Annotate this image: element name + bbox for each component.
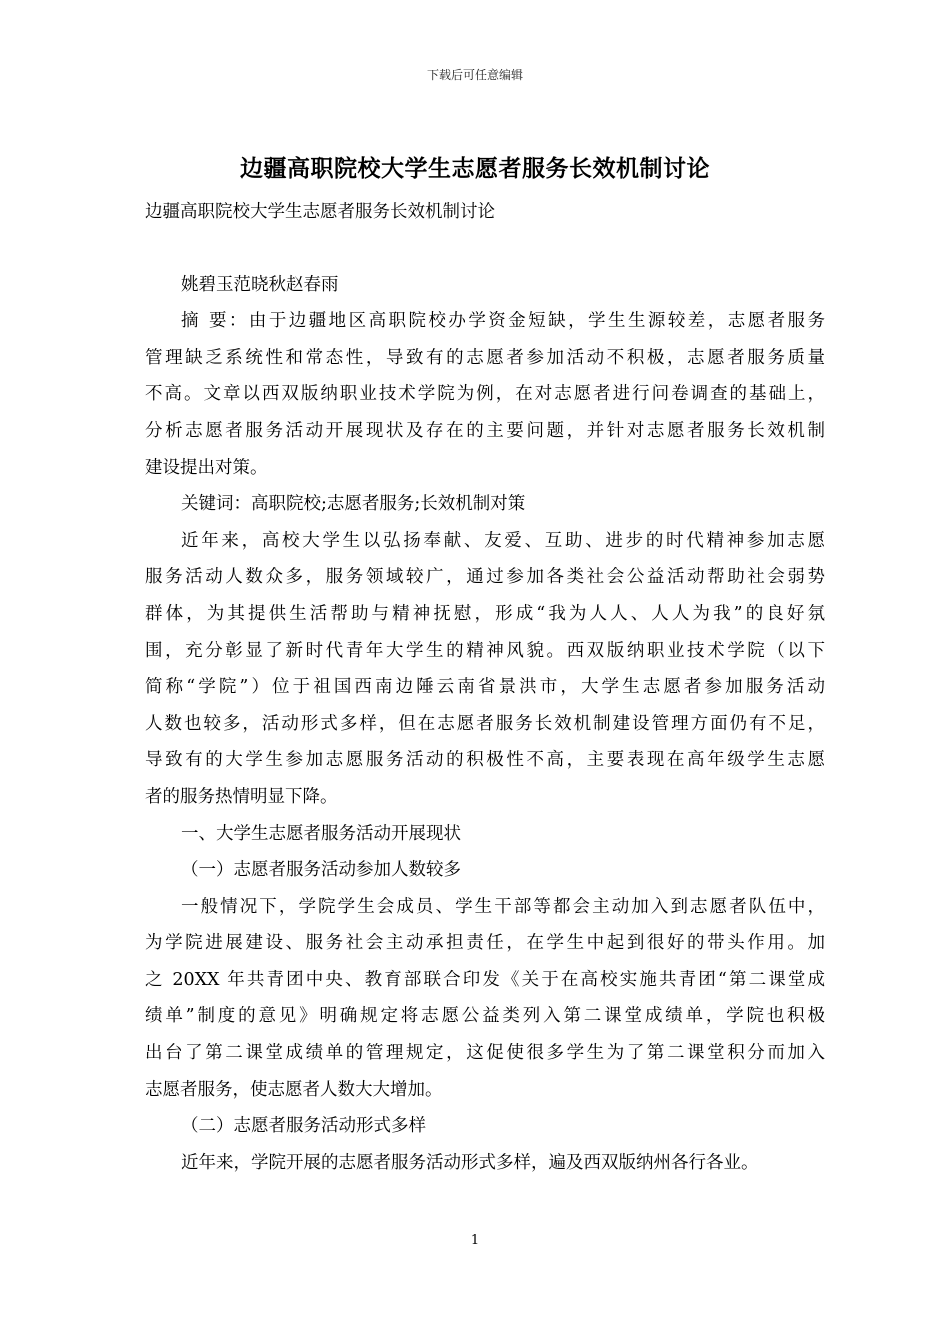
subsection-heading: （二）志愿者服务活动形式多样: [181, 1116, 426, 1137]
intro-line: 人数也较多，活动形式多样，但在志愿者服务长效机制建设管理方面仍有不足，: [145, 713, 825, 734]
intro-line: 群体，为其提供生活帮助与精神抚慰，形成“我为人人、人人为我”的良好氛: [145, 603, 825, 624]
author-line: 姚碧玉范晓秋赵春雨: [181, 274, 339, 295]
document-subtitle: 边疆高职院校大学生志愿者服务长效机制讨论: [145, 202, 495, 222]
intro-line: 导致有的大学生参加志愿服务活动的积极性不高，主要表现在高年级学生志愿: [145, 750, 825, 771]
intro-line: 者的服务热情明显下降。: [145, 786, 338, 807]
page-number: 1: [470, 1233, 480, 1248]
paragraph-line: 一般情况下，学院学生会成员、学生干部等都会主动加入到志愿者队伍中，: [181, 896, 825, 917]
subsection-2-paragraph: [145, 1145, 825, 1182]
paragraph-line: 之 20XX 年共青团中央、教育部联合印发《关于在高校实施共青团“第二课堂成: [145, 969, 825, 990]
section-heading: 一、大学生志愿者服务活动开展现状: [181, 823, 461, 844]
blank-line: [145, 231, 825, 267]
abstract-line: 不高。文章以西双版纳职业技术学院为例，在对志愿者进行问卷调查的基础上，: [145, 384, 825, 405]
intro-line: 围，充分彰显了新时代青年大学生的精神风貌。西双版纳职业技术学院（以下: [145, 640, 825, 661]
keywords-line: 关键词：高职院校;志愿者服务;长效机制对策: [181, 494, 526, 515]
document-body: [145, 194, 825, 1181]
abstract-paragraph: [145, 303, 825, 486]
paragraph-line: 近年来，学院开展的志愿者服务活动形式多样，遍及西双版纳州各行各业。: [181, 1152, 759, 1173]
intro-paragraph: [145, 523, 825, 816]
paragraph-line: 志愿者服务，使志愿者人数大大增加。: [145, 1079, 443, 1100]
intro-line: 简称“学院”）位于祖国西南边陲云南省景洪市，大学生志愿者参加服务活动: [145, 677, 825, 698]
paragraph-line: 绩单”制度的意见》明确规定将志愿公益类列入第二课堂成绩单，学院也积极: [145, 1006, 825, 1027]
subsection-1-paragraph: [145, 889, 825, 1109]
intro-line: 服务活动人数众多，服务领域较广，通过参加各类社会公益活动帮助社会弱势: [145, 567, 825, 588]
abstract-line: 摘 要：由于边疆地区高职院校办学资金短缺，学生生源较差，志愿者服务: [181, 311, 825, 332]
intro-line: 近年来，高校大学生以弘扬奉献、友爱、互助、进步的时代精神参加志愿: [181, 530, 825, 551]
page-header-note: 下载后可任意编辑: [426, 68, 523, 82]
abstract-line: 管理缺乏系统性和常态性，导致有的志愿者参加活动不积极，志愿者服务质量: [145, 347, 825, 368]
abstract-line: 分析志愿者服务活动开展现状及存在的主要问题，并针对志愿者服务长效机制: [145, 420, 825, 441]
paragraph-line: 为学院进展建设、服务社会主动承担责任，在学生中起到很好的带头作用。加: [145, 933, 825, 954]
subsection-heading: （一）志愿者服务活动参加人数较多: [181, 860, 461, 881]
abstract-line: 建设提出对策。: [145, 457, 268, 478]
paragraph-line: 出台了第二课堂成绩单的管理规定，这促使很多学生为了第二课堂积分而加入: [145, 1043, 825, 1064]
document-title: 边疆高职院校大学生志愿者服务长效机制讨论: [240, 156, 710, 182]
